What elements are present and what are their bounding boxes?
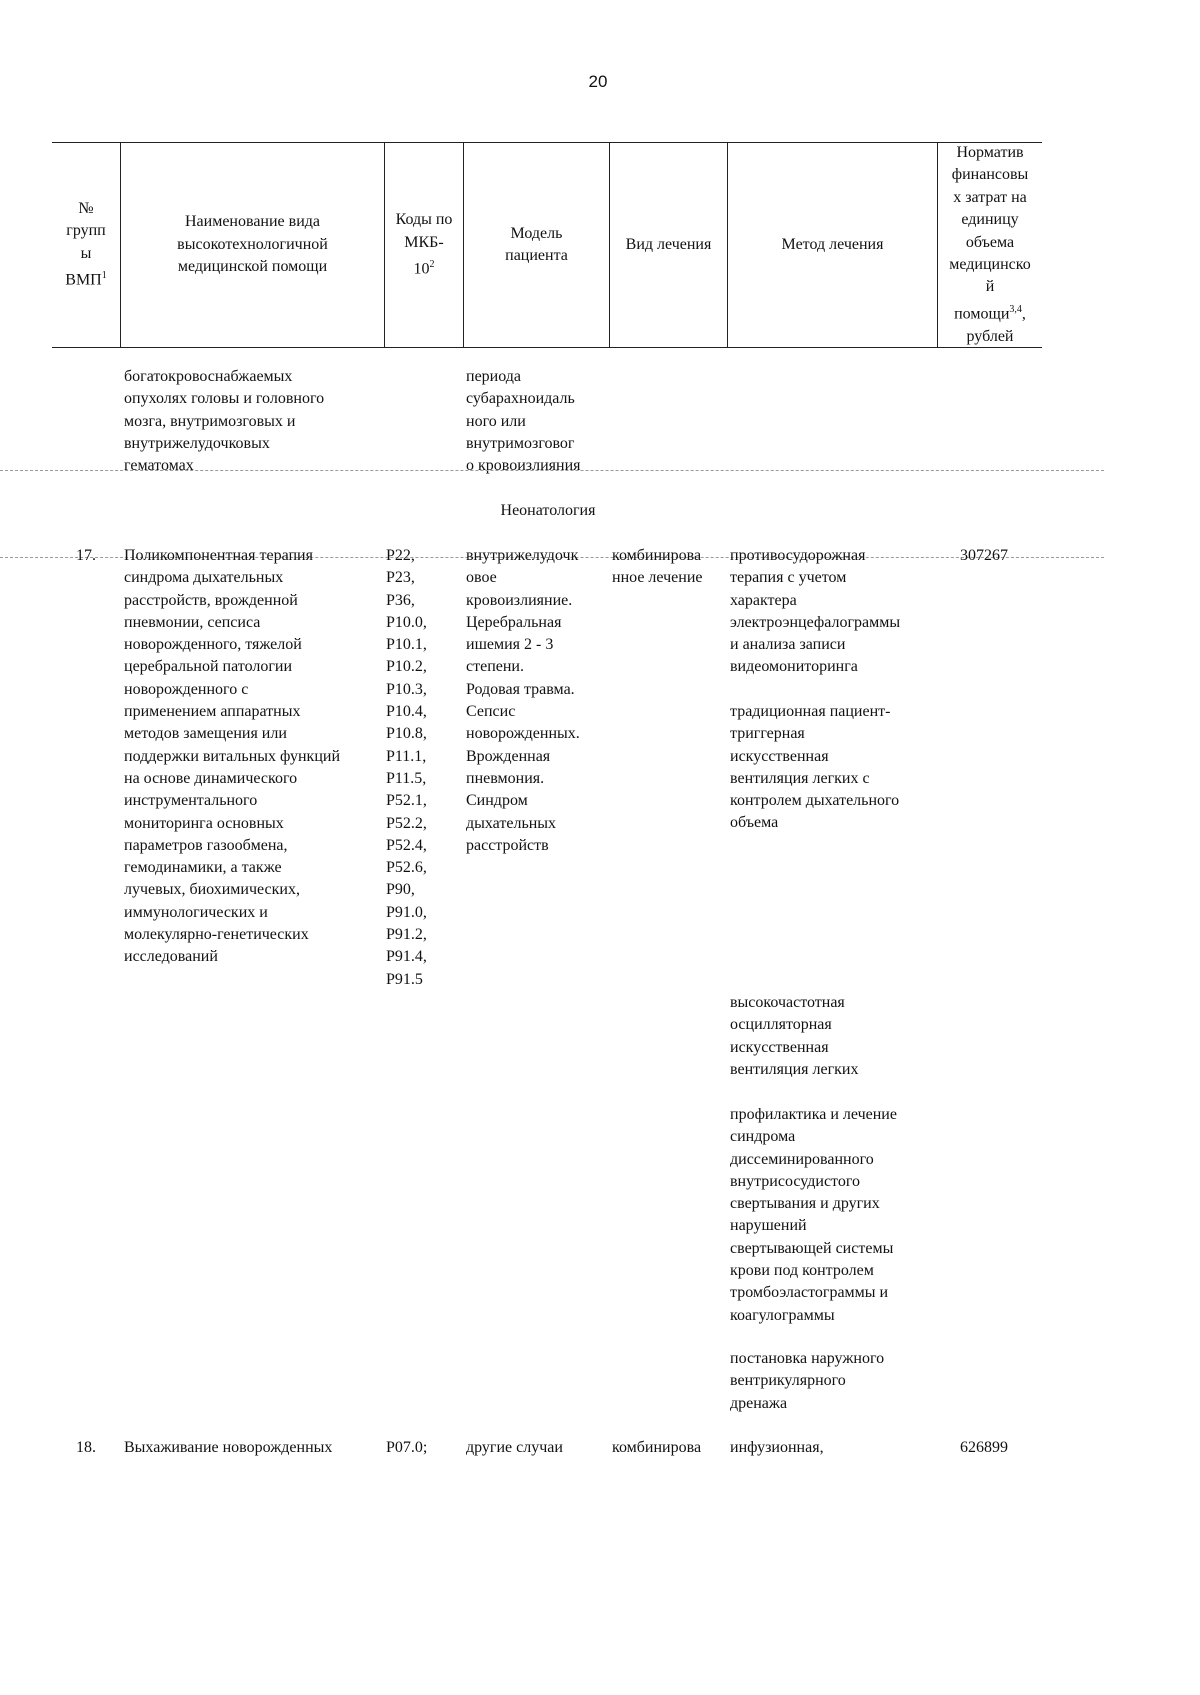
header-cost-norm bbox=[937, 143, 1042, 347]
header-icd-codes-label: Коды по МКБ- 10 bbox=[395, 211, 453, 278]
row-17-treatment-type: комбинирова нное лечение bbox=[612, 547, 703, 587]
header-care-type-label: Наименование вида высокотехнологичной медицинской помощи bbox=[177, 213, 328, 276]
header-patient-model bbox=[463, 143, 609, 347]
header-group-number-footnote: 1 bbox=[101, 270, 107, 282]
row-17-method-4: профилактика и лечение синдрома диссеминированного внутрисосудистого свертывания и других нарушений свертывающей системы крови под контролем тромбоэластограммы и коагулограммы bbox=[730, 1106, 897, 1324]
row-17-care-type: Поликомпонентная терапия синдрома дыхательных расстройств, врожденной пневмонии, сепсиса новорожденного, тяжелой церебральной патологии новорожденного с применением аппаратных методов замещения или поддержки витальных функций на основе динамического инструментального мониторинга основных параметров газообмена, гемодинамики, а также лучевых, биохимических, иммунологических и молекулярно-генетических исследований bbox=[124, 547, 341, 966]
header-icd-codes bbox=[384, 143, 463, 347]
row-18-care-type: Выхаживание новорожденных bbox=[124, 1439, 333, 1456]
page-number: 20 bbox=[588, 72, 608, 91]
header-icd-codes-footnote: 2 bbox=[429, 259, 435, 271]
row-18-number: 18. bbox=[76, 1439, 96, 1456]
row-17-method-5: постановка наружного вентрикулярного дренажа bbox=[730, 1350, 885, 1412]
header-cost-norm-footnote: 3,4 bbox=[1009, 303, 1022, 315]
header-treatment-method-label: Метод лечения bbox=[781, 235, 884, 253]
header-patient-model-label: Модель пациента bbox=[505, 224, 568, 264]
header-treatment-type bbox=[609, 143, 727, 347]
row-17-method-1: противосудорожная терапия с учетом характера электроэнцефалограммы и анализа записи видеомониторинга bbox=[730, 547, 901, 676]
row-18-method: инфузионная, bbox=[730, 1439, 824, 1456]
row-18-patient-model: другие случаи bbox=[466, 1439, 563, 1456]
row-17-method-3: высокочастотная осцилляторная искусственная вентиляция легких bbox=[730, 994, 859, 1078]
row-18-treatment-type: комбинирова bbox=[612, 1439, 702, 1456]
header-cost-norm-label: Норматив финансовы х затрат на единицу объема медицинско й помощи bbox=[949, 144, 1031, 323]
header-treatment-method bbox=[727, 143, 937, 347]
row-18-cost-norm: 626899 bbox=[960, 1439, 1008, 1456]
continuation-patient-model: периода субарахноидаль ного или внутримозговог о кровоизлияния bbox=[466, 368, 581, 475]
row-17-icd-codes: P22, P23, P36, P10.0, P10.1, P10.2, P10.3, P10.4, P10.8, P11.1, P11.5, P52.1, P52.2, P52.4, P52.6, P90, P91.0, P91.2, P91.4, P91.5 bbox=[386, 547, 427, 988]
row-17-cost-norm: 307267 bbox=[960, 547, 1008, 564]
row-17-number: 17. bbox=[76, 547, 96, 564]
section-title: Неонатология bbox=[500, 502, 596, 519]
header-treatment-type-label: Вид лечения bbox=[625, 235, 712, 253]
header-cost-norm-unit: , рублей bbox=[966, 305, 1026, 345]
continuation-care-type: богатокровоснабжаемых опухолях головы и головного мозга, внутримозговых и внутрижелудочковых гематомах bbox=[124, 368, 325, 475]
row-17-method-2: традиционная пациент- триггерная искусственная вентиляция легких с контролем дыхательного объема bbox=[730, 703, 900, 832]
header-group-number bbox=[52, 143, 120, 347]
row-separator bbox=[0, 470, 1104, 471]
table-header bbox=[52, 142, 1042, 348]
header-care-type bbox=[120, 143, 384, 347]
header-group-number-label: № групп ы ВМП bbox=[65, 200, 106, 289]
row-18-icd-codes: P07.0; bbox=[386, 1439, 428, 1456]
row-17-patient-model: внутрижелудочк овое кровоизлияние. Церебральная ишемия 2 - 3 степени. Родовая травма. Сепсис новорожденных. Врожденная пневмония. Синдром дыхательных расстройств bbox=[466, 547, 580, 854]
